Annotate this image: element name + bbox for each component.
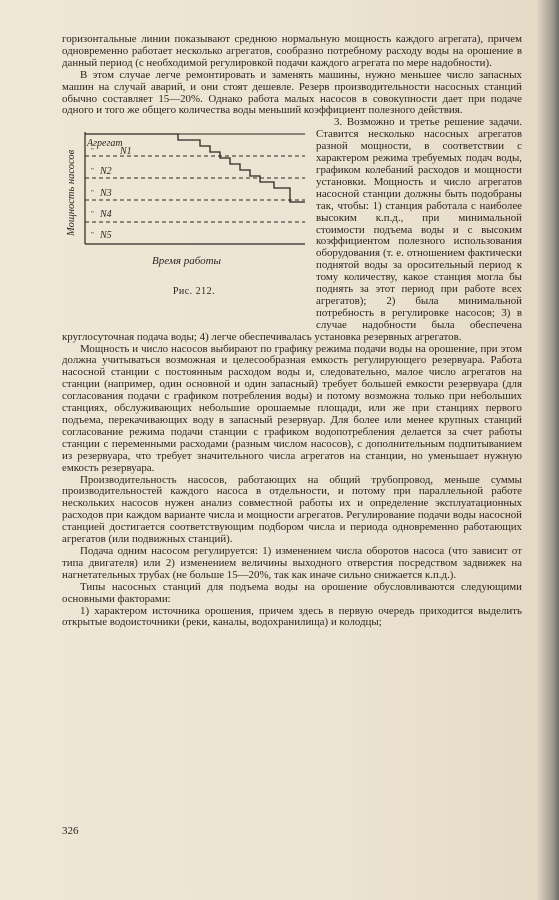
unit-label-n2: N2 <box>100 166 112 178</box>
paragraph-3-intro <box>62 117 522 343</box>
x-axis-label: Время работы <box>152 255 221 268</box>
ditto-mark-4: " <box>91 210 94 219</box>
paragraph-1: горизонтальные линии показывают среднюю нормальную мощность каждого агрегата), причем одновременно работает несколько агрегатов, сообразно потребному расходу воды на орошение в данный период (с необходимой регулировкой подачи каждого агрегата по мере надобности). <box>62 33 522 69</box>
paragraph-3: 3. Возможно и третье решение задачи. Ставится несколько насосных агрегатов разной мощности, в соответствии с характером режима требуемых подач воды, графиком колебаний расходов и мощности установки. Мощность и число агрегатов насосной станции должны быть подобраны так, чтобы: 1) станция работала с наиболее высоким к.п.д., при минимальной стоимости подъема воды и с высоким коэффициентом полезного использования оборудования (т. е. отношением фактически поднятой воды за оросительный период к тому количеству, какое станция могла бы поднять за этот период при работе всех агрегатов); 2) была минимальной потребность в регулировке насосов; 3) в случае надобности была обеспечена круглосуточная подача воды; 4) легче обеспечивалась установка резервных агрегатов. <box>62 116 522 343</box>
paragraph-6: Подача одним насосом регулируется: 1) изменением числа оборотов насоса (что зависит от типа двигателя) или 2) изменением величины выходного отверстия посредством задвижек на нагнетательных трубах (не больше 15—20%, так как иначе сильно снижается к.п.д.). <box>62 544 522 581</box>
paragraph-4: Мощность и число насосов выбирают по графику режима подачи воды на орошение, при этом должна учитываться возможная и целесообразная емкость регулирующего резервуара. Работа насосной станции с постоянным расходом воды и, следовательно, малое число агрегатов на станции (например, один основной и один запасный) требует большей емкости резервуара (для согласования подачи с графиком потребления воды) и потому возможна только при небольших станциях, обслуживающих небольшие орошаемые площади, или же при станциях первого подъема, перекачивающих воду в запасный резервуар. Для более или менее крупных станций согласование режима подачи станции с графиком водопотребления делается за счет работы станции с переменными расходами (разным числом насосов), с дополнительным подпитыванием из резервуара, что требует значительного числа агрегатов на станции, но уменьшает нужную емкость резервуара. <box>62 342 522 474</box>
ditto-mark-5: " <box>91 231 94 240</box>
units-header: Агрегат <box>87 138 123 150</box>
unit-label-n4: N4 <box>100 209 112 221</box>
page-number: 326 <box>62 825 79 837</box>
unit-label-n1: N1 <box>120 146 132 158</box>
ditto-mark-1: " <box>91 147 94 156</box>
paragraph-2: В этом случае легче ремонтировать и заменять машины, нужно меньшее число запасных машин на случай аварий, и они стоят дешевле. Резерв производительности насосных станций обычно составляет 15—20%. Однако работа малых насосов в совокупности дает при подаче одного и того же общего количества воды меньший коэффициент полезного действия. <box>62 68 522 117</box>
paragraph-7: Типы насосных станций для подъема воды на орошение обусловливаются следующими основными факторами: <box>62 580 522 605</box>
figure-caption: Рис. 212. <box>172 286 216 298</box>
ditto-mark-3: " <box>91 189 94 198</box>
ditto-mark-2: " <box>91 167 94 176</box>
paragraph-8: 1) характером источника орошения, причем здесь в первую очередь приходится выделить открытые водоисточники (реки, каналы, водохранилища) и колодцы; <box>62 604 522 629</box>
body-text <box>62 34 522 629</box>
unit-label-n5: N5 <box>100 230 112 242</box>
pump-power-diagram <box>60 118 308 288</box>
figure-212 <box>60 118 308 318</box>
y-axis-label: Мощность насосов <box>66 150 77 237</box>
paragraph-5: Производительность насосов, работающих на общий трубопровод, меньше суммы производительностей каждого насоса в отдельности, и потому при параллельной работе нескольких насосов нужен анализ совместной работы их и определение эксплуатационных расходов при каждом варианте числа и мощности агрегатов. Регулирование подачи воды насосной станцией достигается соответствующим подбором числа и периода одновременно работающих агрегатов (или подвижных станций). <box>62 473 522 546</box>
unit-label-n3: N3 <box>100 188 112 200</box>
